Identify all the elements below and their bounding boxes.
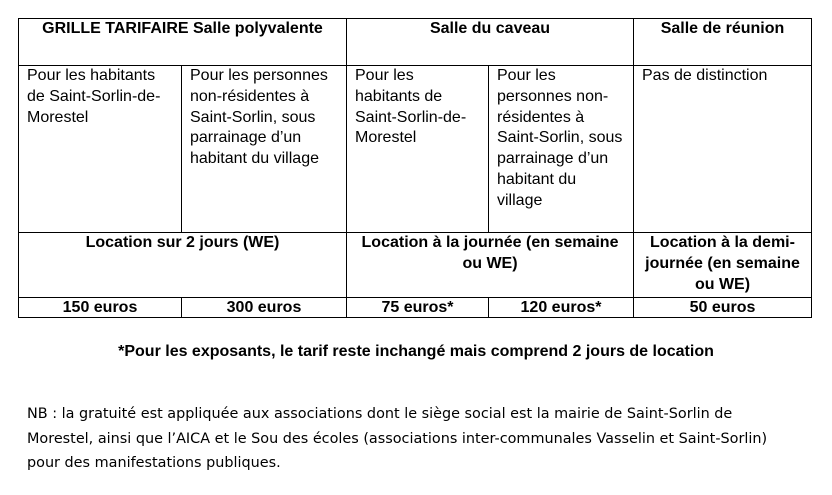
header-salle-caveau: Salle du caveau	[347, 19, 634, 66]
desc-poly-non-residents: Pour les personnes non-résidentes à Saint-Sorlin, sous parrainage d’un habitant du village	[182, 66, 347, 233]
price-caveau-residents: 75 euros*	[347, 298, 489, 318]
exhibitor-footnote: *Pour les exposants, le tarif reste inchangé mais comprend 2 jours de location	[118, 343, 714, 360]
header-salle-reunion: Salle de réunion	[634, 19, 812, 66]
desc-reunion: Pas de distinction	[634, 66, 812, 233]
desc-caveau-non-residents: Pour les personnes non-résidentes à Saint-Sorlin, sous parrainage d’un habitant du village	[489, 66, 634, 233]
price-poly-residents: 150 euros	[19, 298, 182, 318]
duration-polyvalente: Location sur 2 jours (WE)	[19, 233, 347, 298]
audience-row	[19, 66, 812, 233]
header-salle-polyvalente: GRILLE TARIFAIRE Salle polyvalente	[19, 19, 347, 66]
nb-paragraph: NB : la gratuité est appliquée aux associations dont le siège social est la mairie de Saint-Sorlin de Morestel, ainsi que l’AICA et le Sou des écoles (associations inter-communales Vasselin et Saint-Sorlin) pour des manifestations publiques.	[27, 406, 768, 471]
price-reunion: 50 euros	[634, 298, 812, 318]
duration-row	[19, 233, 812, 298]
price-row	[19, 298, 812, 318]
desc-caveau-residents: Pour les habitants de Saint-Sorlin-de- Morestel	[347, 66, 489, 233]
pricing-table	[18, 18, 812, 318]
header-row	[19, 19, 812, 66]
duration-reunion: Location à la demi-journée (en semaine ou WE)	[634, 233, 812, 298]
desc-poly-residents: Pour les habitants de Saint-Sorlin-de-Morestel	[19, 66, 182, 233]
duration-caveau: Location à la journée (en semaine ou WE)	[347, 233, 634, 298]
price-poly-non-residents: 300 euros	[182, 298, 347, 318]
price-caveau-non-residents: 120 euros*	[489, 298, 634, 318]
